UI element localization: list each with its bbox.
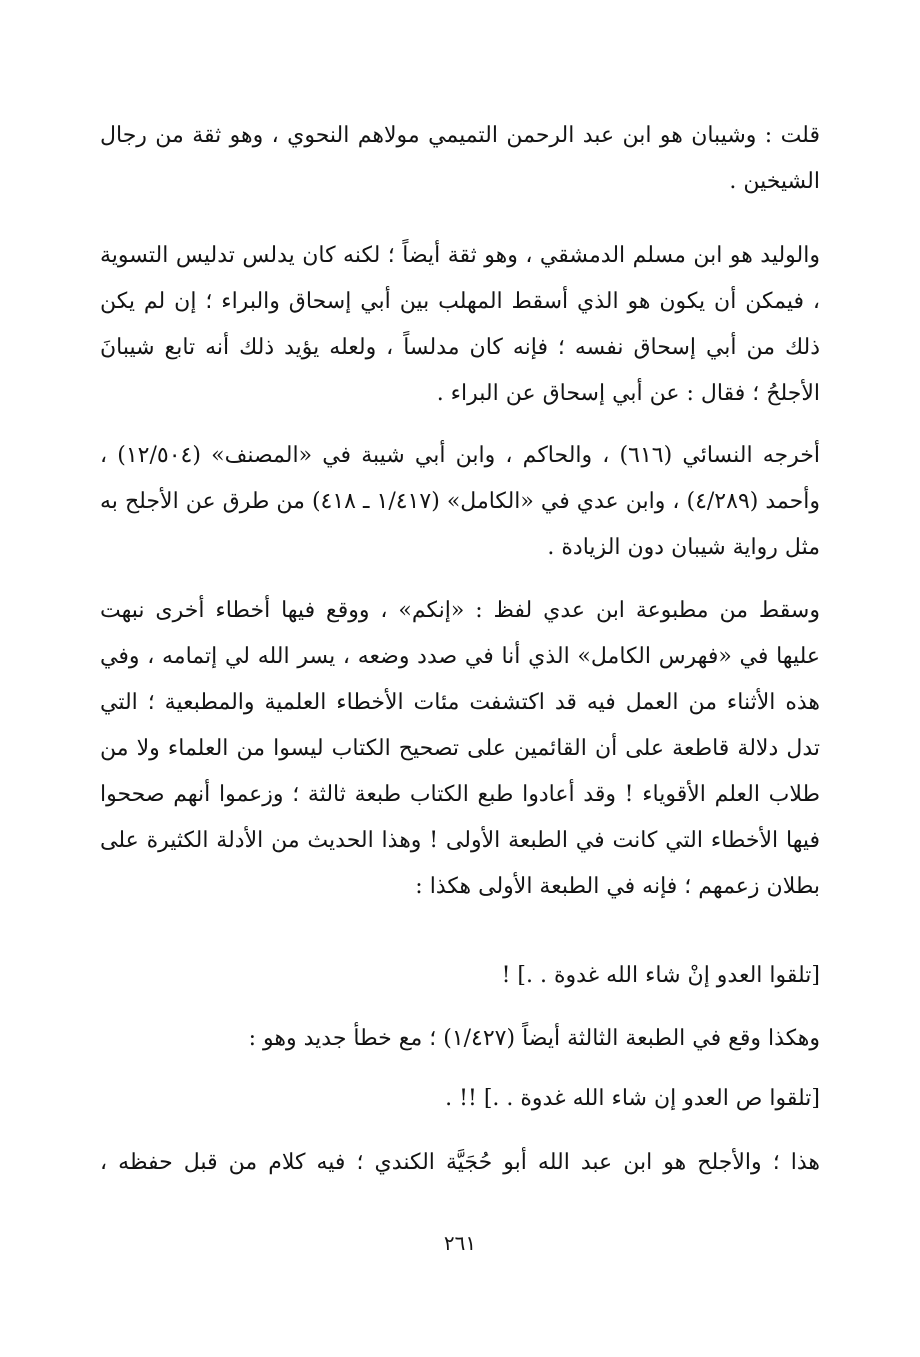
paragraph-takhrij: أخرجه النسائي (٦١٦) ، والحاكم ، وابن أبي شيبة في «المصنف» (١٢/٥٠٤) ، وأحمد (٤/٢٨٩) ، وابن عدي في «الكامل» (١/٤١٧ ـ ٤١٨) من طرق عن الأجلح به مثل رواية شيبان دون الزيادة . <box>100 443 821 560</box>
paragraph-ajlah: هذا ؛ والأجلح هو ابن عبد الله أبو حُجَيَّة الكندي ؛ فيه كلام من قبل حفظه ، <box>100 1150 820 1175</box>
paragraph-third-edition: وهكذا وقع في الطبعة الثالثة أيضاً (١/٤٢٧) ؛ مع خطأ جديد وهو : <box>248 1026 820 1051</box>
paragraph-ibn-adi-errors: وسقط من مطبوعة ابن عدي لفظ : «إنكم» ، ووقع فيها أخطاء أخرى نبهت عليها في «فهرس الكامل» الذي أنا في صدد وضعه ، يسر الله لي إتمامه ، وفي هذه الأثناء من العمل فيه قد اكتشفت مئات الأخطاء العلمية والمطبعية ؛ التي تدل دلالة قاطعة على أن القائمين على تصحيح الكتاب ليسوا من العلماء ولا من طلاب العلم الأقوياء ! وقد أعادوا طبع الكتاب طبعة ثالثة ؛ وزعموا أنهم صححوا فيها الأخطاء التي كانت في الطبعة الأولى ! وهذا الحديث من الأدلة الكثيرة على بطلان زعمهم ؛ فإنه في الطبعة الأولى هكذا : <box>100 598 820 899</box>
quote-first-edition: [تلقوا العدو إنْ شاء الله غدوة . .] ! <box>501 963 820 988</box>
paragraph-walid: والوليد هو ابن مسلم الدمشقي ، وهو ثقة أيضاً ؛ لكنه كان يدلس تدليس التسوية ، فيمكن أن يكون هو الذي أسقط المهلب بين أبي إسحاق والبراء ؛ إن لم يكن ذلك من أبي إسحاق نفسه ؛ فإنه كان مدلساً ، ولعله يؤيد ذلك أنه تابع شيبانَ الأجلحُ ؛ فقال : عن أبي إسحاق عن البراء . <box>100 243 820 406</box>
paragraph-shayban: قلت : وشيبان هو ابن عبد الرحمن التميمي مولاهم النحوي ، وهو ثقة من رجال الشيخين . <box>100 123 820 194</box>
page-number: ٢٦١ <box>443 1231 477 1255</box>
quote-third-edition: [تلقوا ص العدو إن شاء الله غدوة . .] !! . <box>445 1086 820 1111</box>
